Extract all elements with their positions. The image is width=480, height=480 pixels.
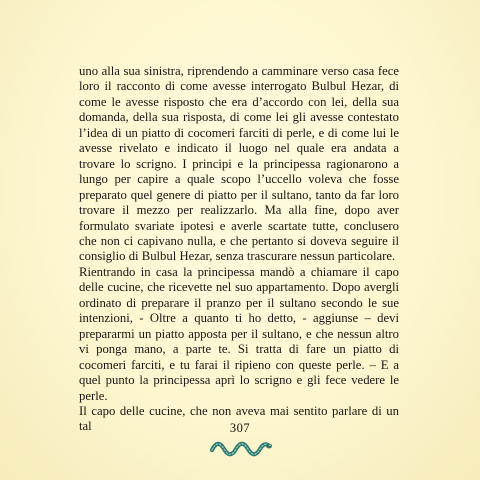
paragraph-1: uno alla sua sinistra, riprendendo a camminare verso casa fece loro il racconto di come avesse interrogato Bulbul Hezar, di come le avesse risposto che era d’accordo con lei, della sua domanda, della sua risposta, di come lei gli avesse contestato l’idea di un piatto di cocomeri farciti di perle, e di come lui le avesse rivelato e indicato il luogo nel quale era andata a trovare lo scrigno. I principi e la principessa ragionarono a lungo per capire a quale scopo l’uccello voleva che fosse preparato quel genere di piatto per il sultano, tanto da far loro trovare il mezzo per realizzarlo. Ma alla fine, dopo aver formulato svariate ipotesi e averle scartate tutte, conclusero che non ci capivano nulla, e che pertanto si doveva seguire il consiglio di Bulbul Hezar, senza trascurare nessun particolare. <box>79 64 399 264</box>
page-number: 307 <box>229 421 251 435</box>
paragraph-2: Rientrando in casa la principessa mandò a chiamare il capo delle cucine, che ricevette nel suo appartamento. Dopo avergli ordinato di preparare il pranzo per il sultano secondo le sue intenzioni, - Oltre a quanto ti ho detto, - aggiunse – devi prepararmi un piatto apposta per il sultano, e che nessun altro vi ponga mano, a parte te. Si tratta di fare un piatto di cocomeri farciti, e tu farai il ripieno con queste perle. – E a quel punto la principessa aprì lo scrigno e gli fece vedere le perle. <box>79 264 399 403</box>
serpent-ornament-icon <box>208 437 272 459</box>
paragraph-3: Il capo delle cucine, che non aveva mai sentito parlare di un tal <box>79 403 399 434</box>
body-text <box>79 64 399 435</box>
